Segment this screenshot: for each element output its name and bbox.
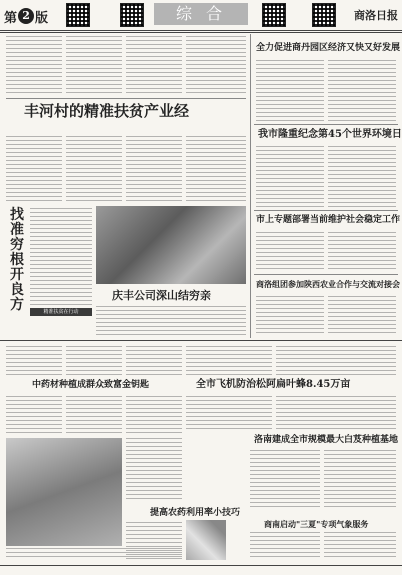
body-text xyxy=(126,396,182,434)
right-headline-4: 商洛组团参加陕西农业合作与交流对接会 xyxy=(256,279,400,289)
market-photo xyxy=(96,206,246,284)
hezhou-headline: 洛南建成全市规模最大白芨种植基地 xyxy=(254,435,399,445)
qr-code-icon xyxy=(312,3,336,27)
body-text xyxy=(66,36,122,94)
masthead-rule xyxy=(0,30,402,31)
body-text xyxy=(126,36,182,94)
farm-photo xyxy=(6,438,122,546)
qr-code-icon xyxy=(120,3,144,27)
weather-headline: 商南启动"三夏"专项气象服务 xyxy=(264,519,369,529)
body-text xyxy=(256,60,324,122)
price-headline: 全市飞机防治松阿扁叶蜂8.45万亩 xyxy=(196,379,351,390)
body-text xyxy=(6,136,62,204)
right-headline-2: 我市隆重纪念第45个世界环境日 xyxy=(258,129,402,140)
seal-label: 精准扶贫在行动 xyxy=(30,308,92,316)
divider xyxy=(254,210,398,211)
vertical-headline: 找准穷根开良方 xyxy=(10,207,24,313)
page-number: 第 2 版 xyxy=(4,9,49,26)
body-text xyxy=(186,396,272,432)
divider xyxy=(6,98,246,99)
herb-headline: 中药材种植成群众致富金钥匙 xyxy=(32,380,150,390)
right-headline-1: 全力促进商丹园区经济又快又好发展 xyxy=(256,43,401,53)
body-text xyxy=(256,296,324,336)
body-text xyxy=(256,232,324,272)
section-rule xyxy=(0,340,402,341)
photo-headline: 庆丰公司深山结穷亲 xyxy=(112,289,211,302)
body-text xyxy=(276,396,396,432)
body-text xyxy=(276,346,396,376)
body-text xyxy=(328,60,396,122)
body-text xyxy=(66,136,122,204)
body-text xyxy=(328,232,396,272)
right-headline-3: 市上专题部署当前维护社会稳定工作 xyxy=(256,215,401,225)
main-headline: 丰河村的精准扶贫产业经 xyxy=(24,102,190,120)
body-text xyxy=(96,306,246,336)
body-text xyxy=(328,296,396,336)
body-text xyxy=(126,438,182,502)
body-text xyxy=(6,346,62,376)
body-text xyxy=(6,396,62,434)
body-text xyxy=(250,450,320,510)
column-divider xyxy=(250,34,251,338)
body-text xyxy=(126,346,182,376)
body-text xyxy=(186,36,246,94)
body-text xyxy=(66,346,122,376)
body-text xyxy=(186,136,246,204)
newspaper-logo: 商洛日报 xyxy=(354,9,398,22)
page-footer xyxy=(0,565,402,575)
body-text xyxy=(126,522,182,560)
logo-image xyxy=(186,520,226,560)
masthead xyxy=(0,0,402,30)
body-text xyxy=(30,208,92,306)
body-text xyxy=(126,136,182,204)
section-title: 综合 xyxy=(154,3,248,25)
qr-code-icon xyxy=(66,3,90,27)
body-text xyxy=(6,36,62,94)
body-text xyxy=(256,146,324,208)
body-text xyxy=(66,396,122,434)
body-text xyxy=(324,450,396,510)
body-text xyxy=(186,346,272,376)
body-text xyxy=(250,532,320,560)
masthead-rule xyxy=(0,32,402,33)
divider xyxy=(254,274,398,275)
divider xyxy=(254,124,398,125)
insurance-headline: 提高农药利用率小技巧 xyxy=(150,508,241,518)
body-text xyxy=(328,146,396,208)
body-text xyxy=(324,532,396,560)
qr-code-icon xyxy=(262,3,286,27)
